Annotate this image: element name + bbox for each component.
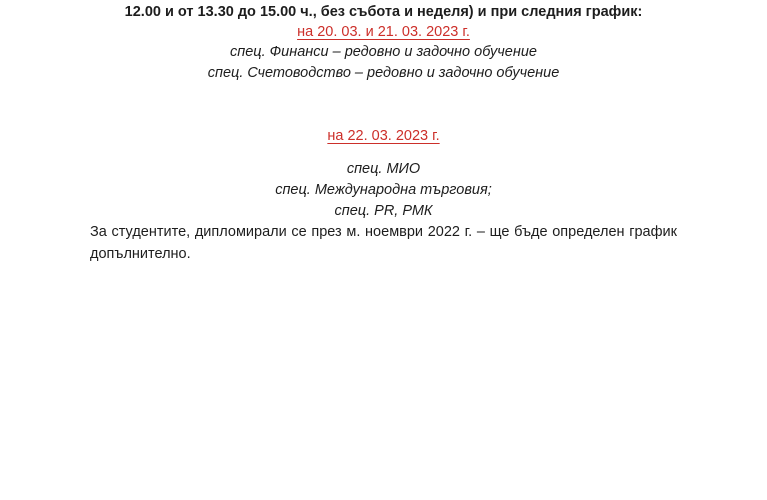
spec-line-mio: спец. МИО (346, 161, 421, 177)
intro-line: 12.00 и от 13.30 до 15.00 ч., без събота и неделя) и при следния график: (124, 4, 643, 20)
date-heading-second-text: на 22. 03. 2023 г. (327, 128, 440, 144)
spec-line-international-trade: спец. Международна търговия; (275, 182, 492, 198)
spec-line-finance: спец. Финанси – редовно и задочно обучение (230, 44, 537, 60)
date-heading-first (90, 22, 677, 42)
closing-paragraph: За студентите, дипломирали се през м. ноември 2022 г. – ще бъде определен график допълнително. (90, 224, 677, 262)
date-heading-first-text: на 20. 03. и 21. 03. 2023 г. (297, 24, 470, 40)
date-heading-second (90, 126, 677, 146)
spec-line-accounting: спец. Счетоводство – редовно и задочно обучение (207, 65, 560, 81)
spec-line-pr-rmk: спец. PR, РМК (334, 203, 433, 219)
